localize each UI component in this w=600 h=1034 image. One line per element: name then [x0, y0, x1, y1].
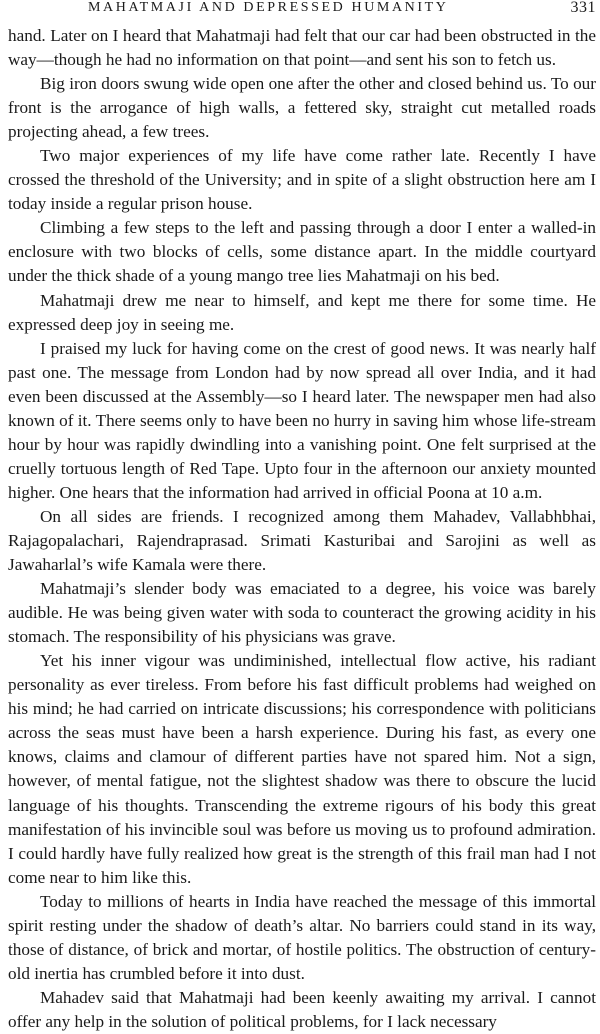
paragraph: Mahatmaji drew me near to himself, and kept me there for some time. He expressed deep joy in seeing me. [8, 290, 596, 334]
paragraph: Today to millions of hearts in India have reached the message of this immortal spirit resting under the shadow of death’s altar. No barriers could stand in its way, those of distance, of brick and mortar, of hostile politics. The obstruction of century-old inertia has crumbled before it into dust. [8, 891, 596, 983]
book-page [8, 0, 596, 1031]
paragraph: Climbing a few steps to the left and passing through a door I enter a walled-in enclosure with two blocks of cells, some distance apart. In the middle courtyard under the thick shade of a young mango tree lies Mahatmaji on his bed. [8, 218, 596, 286]
paragraph: I praised my luck for having come on the crest of good news. It was nearly half past one. The message from London had by now spread all over India, and it had even been discussed at the Assembly—so I heard later. The newspaper men had also known of it. There seems only to have been no hurry in saving him whose life-stream hour by hour was rapidly dwindling into a vanishing point. One felt surprised at the cruelly tortuous length of Red Tape. Upto four in the afternoon our anxiety mounted higher. One hears that the information had arrived in official Poona at 10 a.m. [8, 338, 596, 502]
running-title: MAHATMAJI AND DEPRESSED HUMANITY [88, 0, 449, 15]
paragraph: Two major experiences of my life have come rather late. Recently I have crossed the threshold of the University; and in spite of a slight obstruction here am I today inside a regular prison house. [8, 146, 596, 214]
page-number: 331 [570, 0, 596, 16]
paragraph: Mahadev said that Mahatmaji had been keenly awaiting my arrival. I cannot offer any help in the solution of political problems, for I lack necessary [8, 987, 596, 1031]
paragraph: Mahatmaji’s slender body was emaciated to a degree, his voice was barely audible. He was being given water with soda to counteract the growing acidity in his stomach. The responsibility of his physicians was grave. [8, 579, 596, 647]
body-text [8, 24, 596, 1034]
paragraph: On all sides are friends. I recognized among them Mahadev, Vallabhbhai, Rajagopalachari, Rajendraprasad. Srimati Kasturibai and Sarojini as well as Jawaharlal’s wife Kamala were there. [8, 506, 596, 575]
paragraph: Yet his inner vigour was undiminished, intellectual flow active, his radiant personality as ever tireless. From before his fast difficult problems had weighed on his mind; he had carried on intricate discussions; his correspondence with politicians across the seas must have been a harsh experience. During his fast, as every one knows, claims and clamour of different parties have not spared him. Not a sign, however, of mental fatigue, not the slightest shadow was there to obscure the lucid language of his thoughts. Transcending the extreme rigours of his body this great manifestation of his invincible soul was before us moving us to profound admiration. I could hardly have fully realized how great is the strength of this frail man had I not come near to him like this. [8, 651, 596, 887]
paragraph: Big iron doors swung wide open one after the other and closed behind us. To our front is the arrogance of high walls, a fettered sky, straight cut metalled roads projecting ahead, a few trees. [8, 74, 596, 142]
paragraph: hand. Later on I heard that Mahatmaji had felt that our car had been obstructed in the way—though he had no information on that point—and sent his son to fetch us. [8, 26, 596, 70]
running-header [8, 0, 596, 24]
